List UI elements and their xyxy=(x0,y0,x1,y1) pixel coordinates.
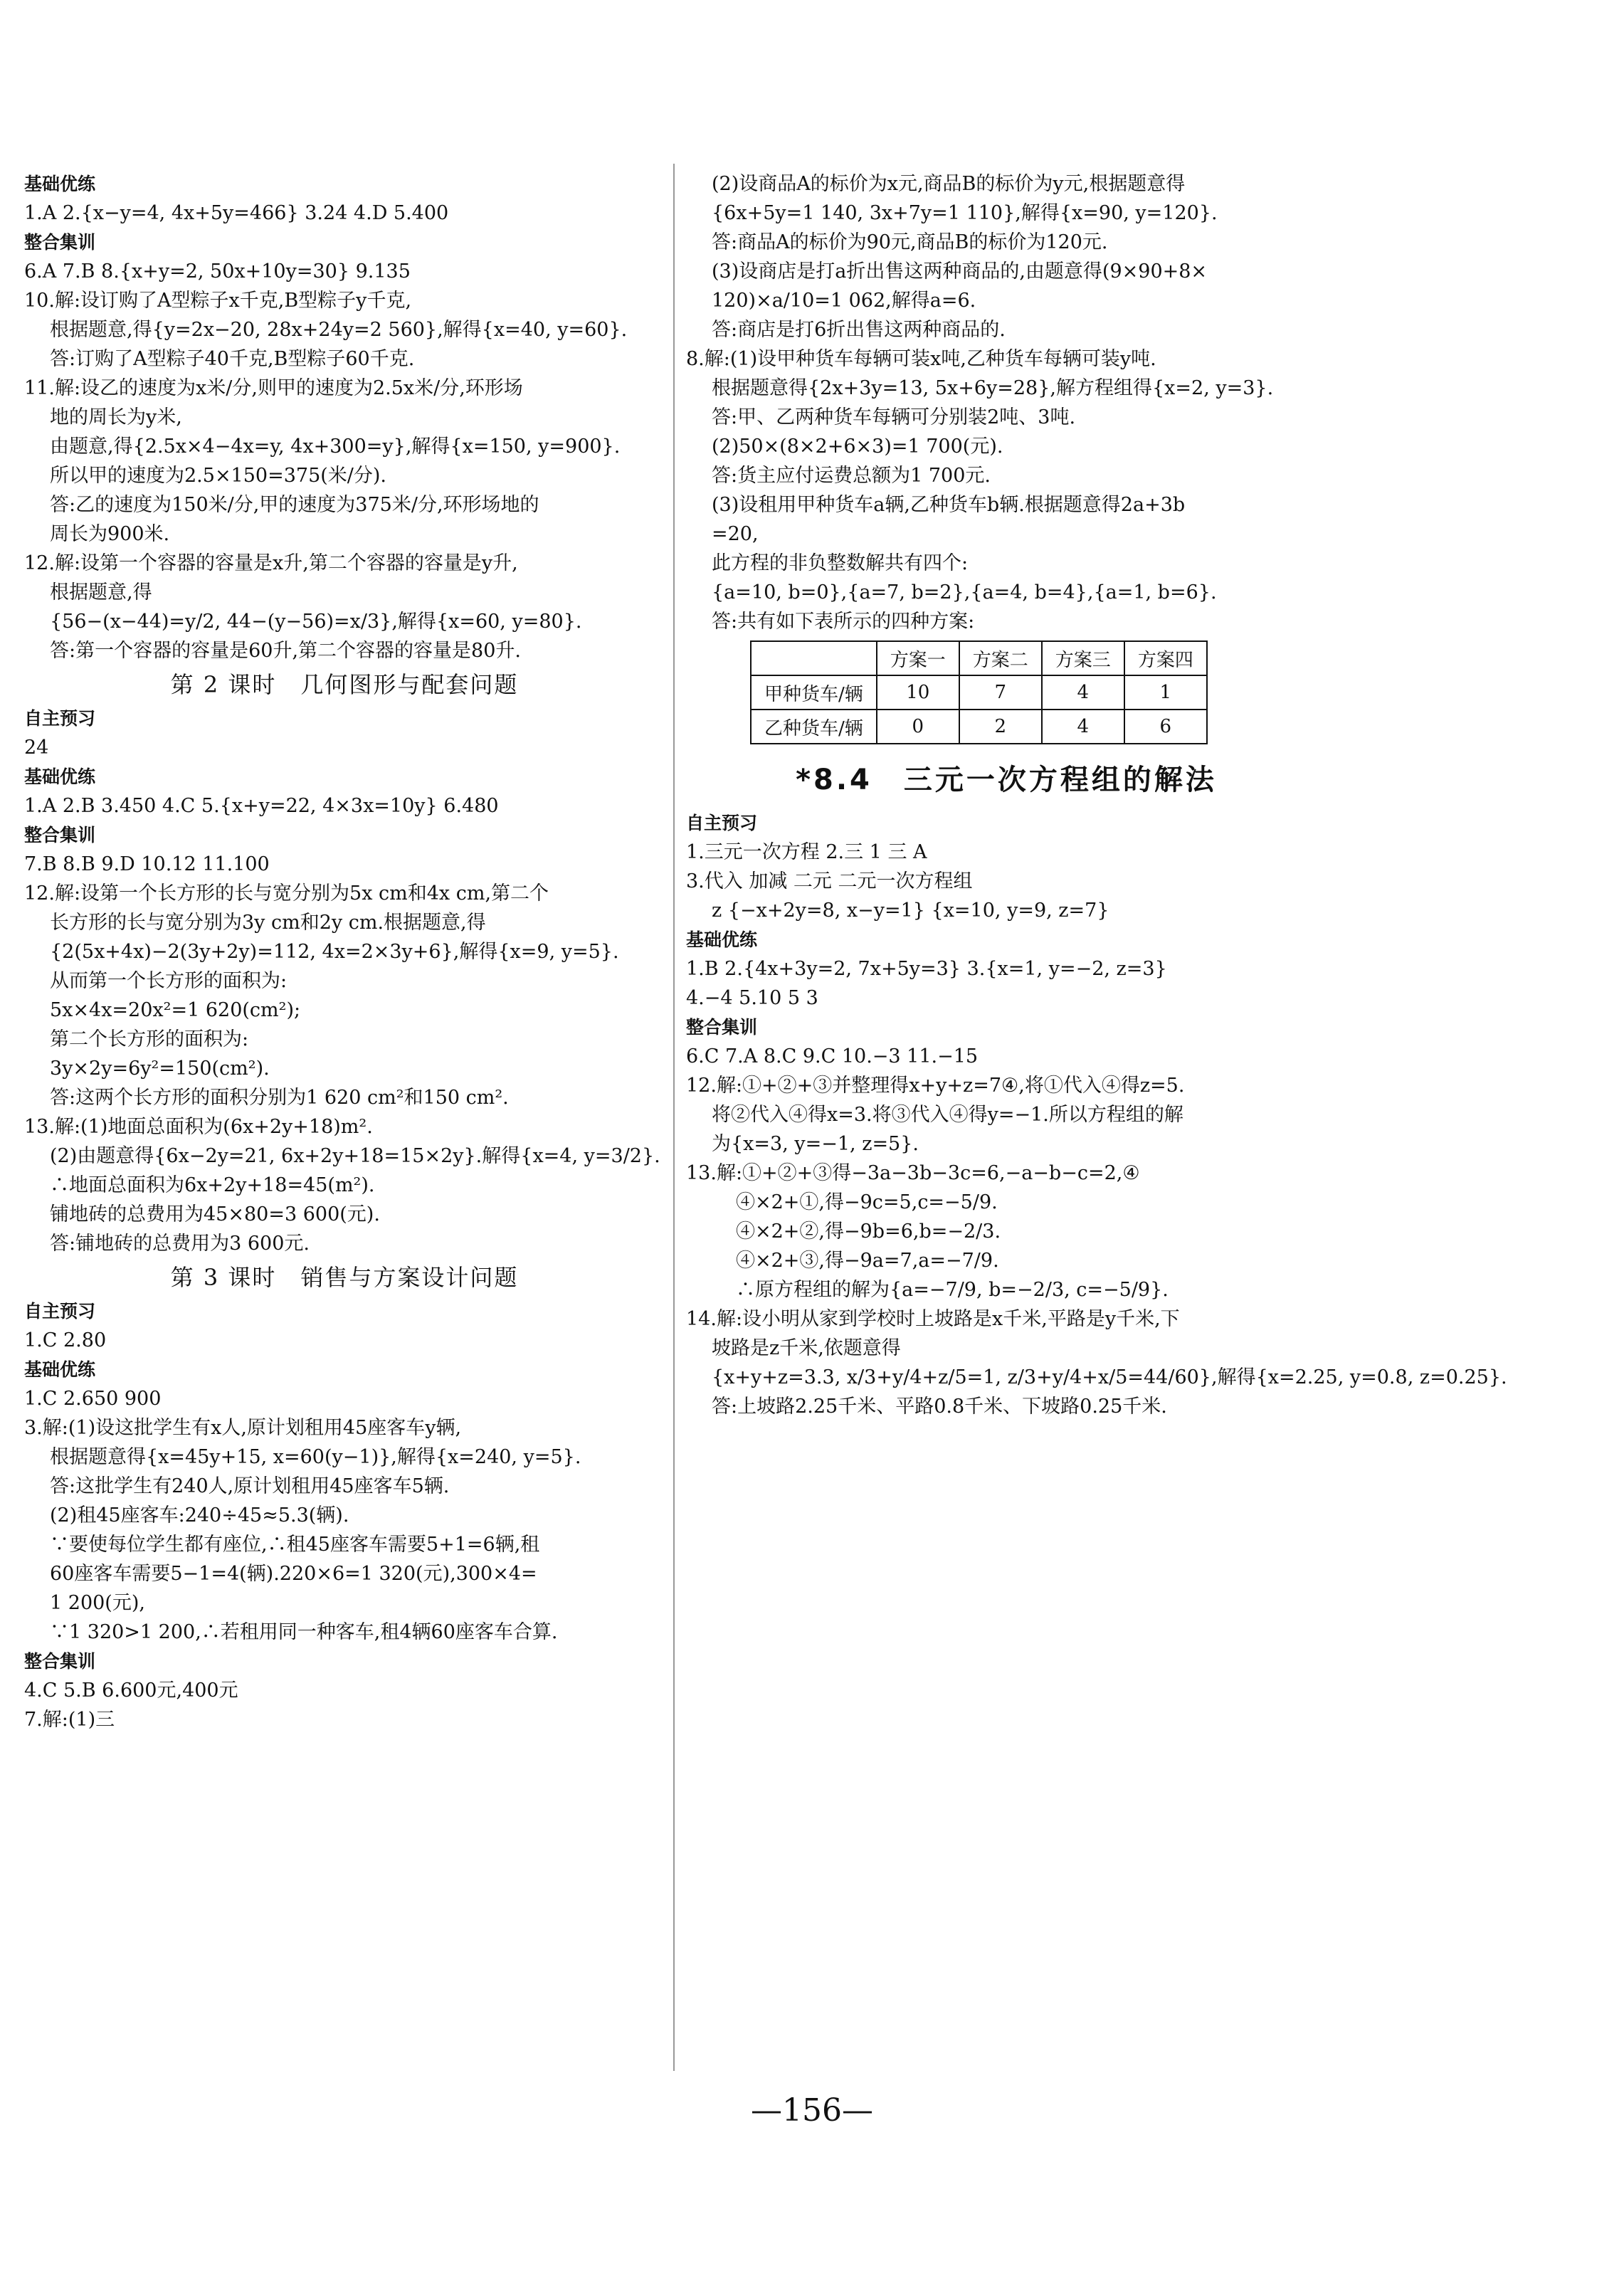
answer-line: 长方形的长与宽分别为3y cm和2y cm.根据题意,得 xyxy=(50,912,486,934)
answer-line: {x+y+z=3.3, x/3+y/4+z/5=1, z/3+y/4+x/5=44/60},解得{x=2.25, y=0.8, z=0.25}. xyxy=(712,1366,1507,1388)
answer-line: ④×2+①,得−9c=5,c=−5/9. xyxy=(736,1191,998,1213)
section-heading: 自主预习 xyxy=(24,708,96,729)
table-header-cell xyxy=(751,641,877,675)
answer-line: 6.C 7.A 8.C 9.C 10.−3 11.−15 xyxy=(686,1045,979,1067)
answer-line: ∵要使每位学生都有座位,∴租45座客车需要5+1=6辆,租 xyxy=(50,1534,540,1556)
table-cell: 4 xyxy=(1042,675,1124,710)
answer-line: 12.解:设第一个长方形的长与宽分别为5x cm和4x cm,第二个 xyxy=(24,882,549,905)
answer-line: (3)设租用甲种货车a辆,乙种货车b辆.根据题意得2a+3b xyxy=(712,494,1186,516)
table-cell: 甲种货车/辆 xyxy=(751,675,877,710)
answer-line: 1.三元一次方程 2.三 1 三 A xyxy=(686,841,927,863)
table-header-cell: 方案三 xyxy=(1042,641,1124,675)
table-row xyxy=(751,710,1207,744)
answer-line: 答:商店是打6折出售这两种商品的. xyxy=(712,319,1006,341)
table-cell: 0 xyxy=(877,710,959,744)
answer-line: 7.B 8.B 9.D 10.12 11.100 xyxy=(24,853,270,875)
right-column xyxy=(686,169,1507,1421)
answer-line: 1.A 2.B 3.450 4.C 5.{x+y=22, 4×3x=10y} 6.480 xyxy=(24,795,499,817)
table-row xyxy=(751,675,1207,710)
answer-line: (3)设商店是打a折出售这两种商品的,由题意得(9×90+8× xyxy=(712,260,1208,283)
section-heading: 自主预习 xyxy=(24,1301,96,1322)
answer-line: 根据题意得{2x+3y=13, 5x+6y=28},解方程组得{x=2, y=3}. xyxy=(712,377,1274,399)
answer-line: 24 xyxy=(24,737,49,759)
section-heading: 基础优练 xyxy=(24,174,96,194)
answer-line: (2)租45座客车:240÷45≈5.3(辆). xyxy=(50,1504,349,1527)
answer-line: {6x+5y=1 140, 3x+7y=1 110},解得{x=90, y=120}. xyxy=(712,202,1218,224)
answer-line: (2)由题意得{6x−2y=21, 6x+2y+18=15×2y}.解得{x=4, y=3/2}. xyxy=(50,1145,660,1167)
section-heading: 基础优练 xyxy=(24,1359,96,1380)
answer-line: {a=10, b=0},{a=7, b=2},{a=4, b=4},{a=1, b=6}. xyxy=(712,581,1217,603)
answer-line: 11.解:设乙的速度为x米/分,则甲的速度为2.5x米/分,环形场 xyxy=(24,377,523,399)
answer-line: 为{x=3, y=−1, z=5}. xyxy=(712,1133,919,1155)
answer-line: 所以甲的速度为2.5×150=375(米/分). xyxy=(50,465,387,487)
answer-line: 根据题意,得{y=2x−20, 28x+24y=2 560},解得{x=40, y=60}. xyxy=(50,319,628,341)
answer-line: 14.解:设小明从家到学校时上坡路是x千米,平路是y千米,下 xyxy=(686,1308,1180,1330)
answer-line: 根据题意得{x=45y+15, x=60(y−1)},解得{x=240, y=5}. xyxy=(50,1446,581,1468)
table-cell: 10 xyxy=(877,675,959,710)
answer-line: 1.C 2.650 900 xyxy=(24,1388,162,1410)
answer-line: 12.解:①+②+③并整理得x+y+z=7④,将①代入④得z=5. xyxy=(686,1075,1185,1097)
answer-line: 答:商品A的标价为90元,商品B的标价为120元. xyxy=(712,231,1108,253)
answer-line: 此方程的非负整数解共有四个: xyxy=(712,552,969,574)
table-header-cell: 方案一 xyxy=(877,641,959,675)
answer-line: {2(5x+4x)−2(3y+2y)=112, 4x=2×3y+6},解得{x=9, y=5}. xyxy=(50,941,619,963)
section-heading: 整合集训 xyxy=(686,1017,758,1038)
answer-line: ④×2+②,得−9b=6,b=−2/3. xyxy=(736,1220,1001,1243)
answer-line: 3y×2y=6y²=150(cm²). xyxy=(50,1058,270,1080)
answer-line: 答:这批学生有240人,原计划租用45座客车5辆. xyxy=(50,1475,450,1497)
answer-line: ∴原方程组的解为{a=−7/9, b=−2/3, c=−5/9}. xyxy=(736,1279,1169,1301)
table-cell: 1 xyxy=(1124,675,1207,710)
answer-line: 12.解:设第一个容器的容量是x升,第二个容器的容量是y升, xyxy=(24,552,518,574)
answer-line: (2)设商品A的标价为x元,商品B的标价为y元,根据题意得 xyxy=(712,173,1186,195)
answer-line: =20, xyxy=(712,523,759,545)
answer-line: 答:铺地砖的总费用为3 600元. xyxy=(50,1233,310,1255)
answer-line: 周长为900米. xyxy=(50,523,170,545)
page-number: —156— xyxy=(751,2092,873,2129)
answer-line: 将②代入④得x=3.将③代入④得y=−1.所以方程组的解 xyxy=(712,1104,1183,1126)
answer-line: 铺地砖的总费用为45×80=3 600(元). xyxy=(50,1203,380,1225)
lesson-title: 第 2 课时 几何图形与配套问题 xyxy=(170,671,519,698)
answer-line: ∵1 320>1 200,∴若租用同一种客车,租4辆60座客车合算. xyxy=(50,1621,558,1643)
section-heading: 整合集训 xyxy=(24,232,96,253)
section-heading: 自主预习 xyxy=(686,813,758,833)
answer-line: 1.C 2.80 xyxy=(24,1329,107,1351)
table-cell: 4 xyxy=(1042,710,1124,744)
answer-line: 5x×4x=20x²=1 620(cm²); xyxy=(50,999,301,1021)
answer-line: 由题意,得{2.5x×4−4x=y, 4x+300=y},解得{x=150, y=900}. xyxy=(50,436,621,458)
table-cell: 7 xyxy=(959,675,1042,710)
answer-line: {56−(x−44)=y/2, 44−(y−56)=x/3},解得{x=60, y=80}. xyxy=(50,611,582,633)
scheme-table xyxy=(750,640,1208,744)
answer-line: 坡路是z千米,依题意得 xyxy=(712,1337,901,1359)
answer-line: 1.B 2.{4x+3y=2, 7x+5y=3} 3.{x=1, y=−2, z=3} xyxy=(686,958,1167,980)
table-cell: 2 xyxy=(959,710,1042,744)
answer-line: 答:上坡路2.25千米、平路0.8千米、下坡路0.25千米. xyxy=(712,1396,1167,1418)
answer-line: 6.A 7.B 8.{x+y=2, 50x+10y=30} 9.135 xyxy=(24,260,411,283)
answer-line: ④×2+③,得−9a=7,a=−7/9. xyxy=(736,1250,999,1272)
left-column xyxy=(24,169,665,1734)
answer-line: 4.−4 5.10 5 3 xyxy=(686,987,818,1009)
answer-line: 答:第一个容器的容量是60升,第二个容器的容量是80升. xyxy=(50,640,521,662)
answer-line: 3.代入 加减 二元 二元一次方程组 xyxy=(686,870,973,892)
answer-line: 120)×a/10=1 062,解得a=6. xyxy=(712,290,976,312)
answer-line: ∴地面总面积为6x+2y+18=45(m²). xyxy=(50,1174,375,1196)
answer-line: 1.A 2.{x−y=4, 4x+5y=466} 3.24 4.D 5.400 xyxy=(24,202,449,224)
answer-line: 13.解:①+②+③得−3a−3b−3c=6,−a−b−c=2,④ xyxy=(686,1162,1140,1184)
answer-line: 8.解:(1)设甲种货车每辆可装x吨,乙种货车每辆可装y吨. xyxy=(686,348,1156,370)
answer-line: 地的周长为y米, xyxy=(50,406,182,428)
answer-line: 答:货主应付运费总额为1 700元. xyxy=(712,465,991,487)
answer-line: 第二个长方形的面积为: xyxy=(50,1028,249,1050)
answer-line: 答:共有如下表所示的四种方案: xyxy=(712,611,975,633)
section-heading: 基础优练 xyxy=(686,929,758,950)
answer-line: 60座客车需要5−1=4(辆).220×6=1 320(元),300×4= xyxy=(50,1563,537,1585)
answer-line: z {−x+2y=8, x−y=1} {x=10, y=9, z=7} xyxy=(712,900,1109,922)
answer-line: 答:甲、乙两种货车每辆可分别装2吨、3吨. xyxy=(712,406,1076,428)
section-heading: 整合集训 xyxy=(24,1651,96,1672)
answer-line: 答:乙的速度为150米/分,甲的速度为375米/分,环形场地的 xyxy=(50,494,539,516)
answer-line: 10.解:设订购了A型粽子x千克,B型粽子y千克, xyxy=(24,290,412,312)
answer-line: 13.解:(1)地面总面积为(6x+2y+18)m². xyxy=(24,1116,373,1138)
section-heading: 整合集训 xyxy=(24,825,96,845)
answer-line: (2)50×(8×2+6×3)=1 700(元). xyxy=(712,436,1003,458)
column-divider xyxy=(673,164,675,2071)
answer-line: 4.C 5.B 6.600元,400元 xyxy=(24,1680,238,1702)
table-header-row xyxy=(751,641,1207,675)
table-header-cell: 方案二 xyxy=(959,641,1042,675)
answer-line: 7.解:(1)三 xyxy=(24,1709,115,1731)
table-header-cell: 方案四 xyxy=(1124,641,1207,675)
answer-line: 从而第一个长方形的面积为: xyxy=(50,970,288,992)
answer-line: 1 200(元), xyxy=(50,1592,145,1614)
answer-line: 根据题意,得 xyxy=(50,581,152,603)
section-heading: 基础优练 xyxy=(24,766,96,787)
answer-line: 答:这两个长方形的面积分别为1 620 cm²和150 cm². xyxy=(50,1087,509,1109)
answer-line: 答:订购了A型粽子40千克,B型粽子60千克. xyxy=(50,348,415,370)
table-cell: 6 xyxy=(1124,710,1207,744)
answer-line: 3.解:(1)设这批学生有x人,原计划租用45座客车y辆, xyxy=(24,1417,462,1439)
chapter-title: *8.4 三元一次方程组的解法 xyxy=(796,764,1217,796)
table-cell: 乙种货车/辆 xyxy=(751,710,877,744)
lesson-title: 第 3 课时 销售与方案设计问题 xyxy=(170,1264,519,1291)
